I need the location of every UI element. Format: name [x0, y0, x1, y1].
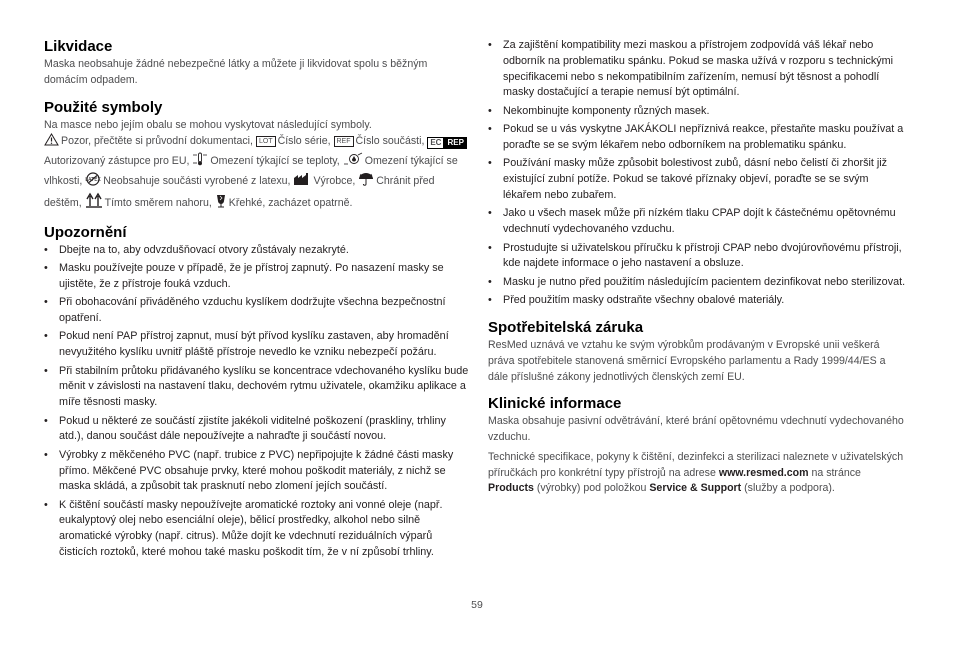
fragile-glass-icon — [215, 194, 227, 214]
this-way-up-icon — [85, 192, 103, 214]
warranty-section — [488, 319, 908, 385]
specifications-text — [488, 450, 908, 497]
products-label: Products — [488, 482, 534, 495]
lot-icon: LOT — [256, 136, 276, 147]
list-item: • K čištění součástí masky nepoužívejte aromatické roztoky ani vonné oleje (např. eukalyptový olej nebo esenciální oleje), bělicí prostředky, alkohol nebo silně aromatické výrobky (např. citrus). Může dojít ke vdechnutí reziduálních výparů čisticích roztoků, které mohou také masku poškodit tím, že v ní způsobí trhliny. — [44, 498, 470, 561]
thermometer-icon — [192, 152, 208, 172]
clinical-text: Maska obsahuje pasivní odvětrávání, které brání opětovnému vdechnutí vydechovaného vzduchu. — [488, 415, 904, 444]
symbols-list — [44, 133, 470, 213]
symbol-humidity-label: Omezení týkající se vlhkosti, — [44, 155, 458, 187]
list-item: • Dbejte na to, aby odvzdušňovací otvory zůstávaly nezakryté. — [44, 243, 470, 259]
symbol-up-label: Tímto směrem nahoru, — [104, 196, 212, 209]
svg-text:LATEX: LATEX — [85, 176, 102, 183]
right-column — [488, 38, 908, 507]
left-column — [44, 38, 470, 571]
warnings-heading: Upozornění — [44, 223, 127, 241]
disposal-heading: Likvidace — [44, 38, 113, 55]
ec-rep-icon — [427, 137, 467, 149]
products-note: (výrobky) pod položkou — [536, 482, 647, 495]
list-item: • Masku je nutno před použitím následujícím pacientem dezinfikovat nebo sterilizovat. — [488, 275, 908, 291]
humidity-icon — [343, 152, 363, 172]
clinical-section — [488, 395, 908, 497]
on-page-text: na stránce — [811, 466, 861, 479]
disposal-section — [44, 38, 470, 89]
no-latex-icon — [85, 172, 101, 192]
manufacturer-icon — [293, 172, 311, 192]
resmed-url-link[interactable]: www.resmed.com — [718, 466, 809, 479]
symbol-manufacturer-label: Výrobce, — [313, 174, 356, 187]
service-support-label: Service & Support — [649, 482, 742, 495]
service-support-note: (služby a podpora). — [744, 482, 835, 495]
symbol-ref-label: Číslo součásti, — [355, 135, 425, 148]
symbol-rain-label: Chránit před deštěm, — [44, 174, 435, 209]
ref-icon: REF — [334, 136, 354, 147]
symbol-lot-label: Číslo série, — [277, 135, 331, 148]
list-item: • Před použitím masky odstraňte všechny obalové materiály. — [488, 293, 908, 309]
ec-rep-rep-text: REP — [444, 137, 466, 149]
list-item: • Výrobky z měkčeného PVC (např. trubice z PVC) nepřipojujte k žádné části masky přímo. Měkčené PVC obsahuje prvky, které mohou poškodit materiály, z nichž se maska skládá, a způsobit tak prasknutí nebo zlomení jejích součástí. — [44, 448, 470, 495]
clinical-heading: Klinické informace — [488, 395, 622, 413]
list-item: • Používání masky může způsobit bolestivost zubů, dásní nebo čelistí či zhoršit již existující zubní potíže. Pokud se takové příznaky objeví, poraďte se se svým lékařem nebo zubařem. — [488, 156, 908, 203]
disposal-text: Maska neobsahuje žádné nebezpečné látky a můžete ji likvidovat spolu s běžným domácím odpadem. — [44, 58, 428, 86]
symbols-intro: Na masce nebo jejím obalu se mohou vyskytovat následující symboly. — [44, 118, 372, 131]
list-item: • Pokud není PAP přístroj zapnut, musí být přívod kyslíku zastaven, aby hromadění nevyužitého kyslíku uvnitř pláště přístroje nevedlo ke vzniku nebezpečí požáru. — [44, 329, 470, 361]
list-item: • Pokud u některé ze součástí zjistíte jakékoli viditelné poškození (praskliny, trhliny atd.), danou součást dále nepoužívejte a nahraďte ji součástí novou. — [44, 414, 470, 446]
list-item: • Při obohacování přiváděného vzduchu kyslíkem dodržujte všechna bezpečnostní opatření. — [44, 295, 470, 327]
symbols-section — [44, 99, 470, 214]
caution-triangle-icon — [44, 133, 59, 152]
list-item: • Za zajištění kompatibility mezi maskou a přístrojem zodpovídá váš lékař nebo odborník na problematiku spánku. Pokud se maska užívá v rozporu s technickými specifikacemi nebo s nekompatibilním zařízením, nemusí být těsnost a pohodlí masky dostačující a terapie nemusí být optimální. — [488, 38, 908, 101]
list-item: • Masku používejte pouze v případě, že je přístroj zapnutý. Po nasazení masky se ujistěte, že z přístroje fouká vzduch. — [44, 261, 470, 293]
symbol-fragile-label: Křehké, zacházet opatrně. — [228, 196, 353, 209]
warranty-heading: Spotřebitelská záruka — [488, 318, 644, 336]
ec-rep-ec-text: EC — [427, 137, 444, 149]
warnings-list — [44, 243, 470, 561]
symbol-caution-label: Pozor, přečtěte si průvodní dokumentaci, — [61, 135, 253, 148]
warnings-section — [44, 224, 470, 561]
list-item: • Nekombinujte komponenty různých masek. — [488, 104, 908, 120]
list-item: • Prostudujte si uživatelskou příručku k přístroji CPAP nebo dvojúrovňovému přístroji, kde najdete informace o jeho nastavení a obsluze. — [488, 241, 908, 273]
umbrella-icon — [358, 172, 374, 192]
page-number: 59 — [471, 599, 483, 611]
specifications-prefix: Technické specifikace, pokyny k čištění, dezinfekci a sterilizaci naleznete v uživatelských příručkách pro konkrétní typy přístrojů na adrese — [488, 450, 904, 479]
list-item: • Jako u všech masek může při nízkém tlaku CPAP dojít k částečnému opětovnému vdechnutí vydechovaného vzduchu. — [488, 206, 908, 238]
symbols-heading: Použité symboly — [44, 98, 163, 116]
symbol-temperature-label: Omezení týkající se teploty, — [210, 155, 340, 168]
warnings-continued-list — [488, 38, 908, 309]
list-item: • Pokud se u vás vyskytne JAKÁKOLI nepříznivá reakce, přestaňte masku používat a poraďte se se svým lékařem nebo odborníkem na problematiku spánku. — [488, 122, 908, 154]
list-item: • Při stabilním průtoku přidávaného kyslíku se koncentrace vdechovaného kyslíku bude měnit v závislosti na nastavení tlaku, dechovém rytmu uživatele, okamžiku aplikace a míře těsnosti masky. — [44, 364, 470, 411]
symbol-latex-label: Neobsahuje součásti vyrobené z latexu, — [103, 174, 291, 187]
symbol-ec-rep-label: Autorizovaný zástupce pro EU, — [44, 155, 190, 168]
warranty-text: ResMed uznává ve vztahu ke svým výrobkům prodávaným v Evropské unii veškerá práva spotřebitele stanovená směrnicí Evropského parlamentu a Rady 1999/44/ES a dále příslušné zákony jednotlivých členských zemí EU. — [488, 338, 886, 383]
